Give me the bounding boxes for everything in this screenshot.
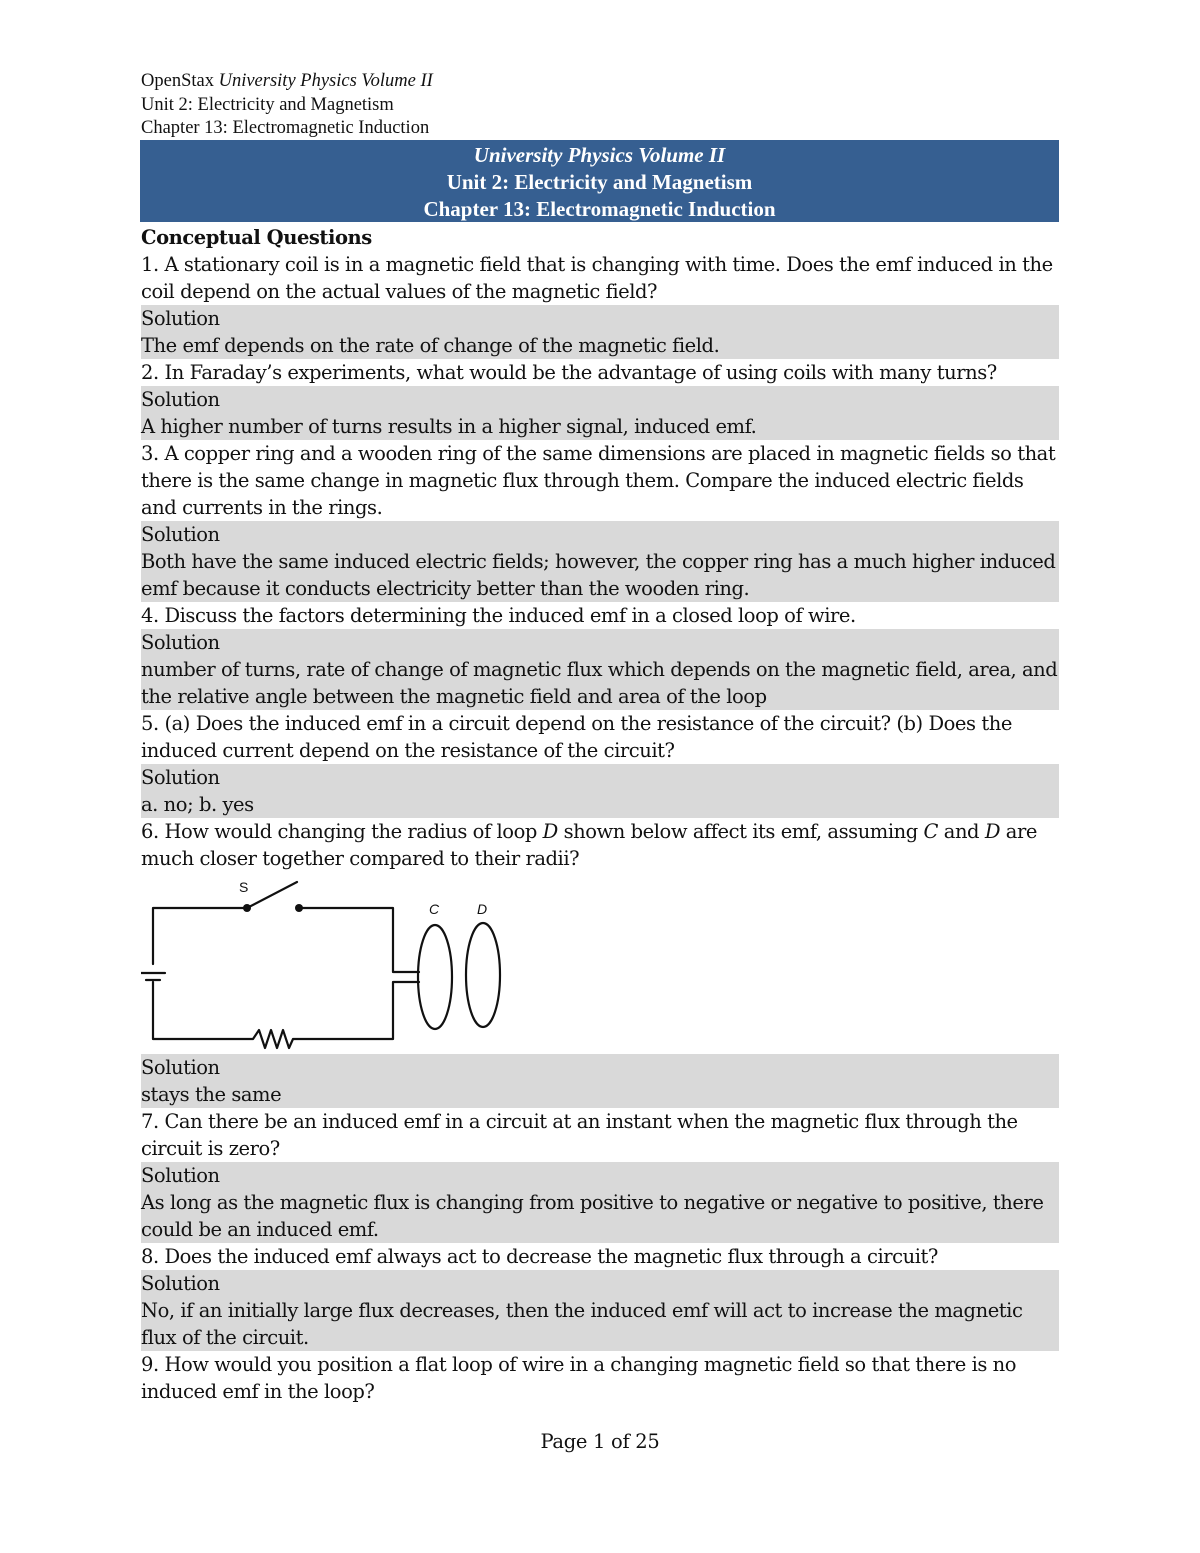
solution-label: Solution (141, 307, 220, 330)
header-line-1: OpenStax University Physics Volume II (141, 71, 433, 91)
solution-text: The emf depends on the rate of change of the magnetic field. (141, 334, 720, 357)
question-9: 9. How would you position a flat loop of wire in a changing magnetic field so that there is no induced emf in the loop? (141, 1353, 1017, 1403)
loop-d (466, 923, 500, 1027)
solution-label: Solution (141, 523, 220, 546)
solution-3 (141, 521, 1059, 602)
solution-text: number of turns, rate of change of magnetic flux which depends on the magnetic field, area, and the relative angle between the magnetic field and area of the loop (141, 658, 1058, 708)
solution-6 (141, 1054, 1059, 1108)
label-c: C (429, 901, 439, 917)
title-banner (140, 140, 1059, 222)
question-6: 6. How would changing the radius of loop D shown below affect its emf, assuming C and D are much closer together compared to their radii? (141, 820, 1037, 870)
solution-text: Both have the same induced electric fields; however, the copper ring has a much higher induced emf because it conducts electricity better than the wooden ring. (141, 550, 1056, 600)
switch-lever (247, 882, 297, 908)
question-2: 2. In Faraday’s experiments, what would be the advantage of using coils with many turns? (141, 361, 997, 384)
solution-1 (141, 305, 1059, 359)
circuit-diagram (141, 872, 541, 1054)
solution-5 (141, 764, 1059, 818)
solution-8 (141, 1270, 1059, 1351)
solution-label: Solution (141, 1272, 220, 1295)
solution-text: a. no; b. yes (141, 793, 254, 816)
question-4: 4. Discuss the factors determining the induced emf in a closed loop of wire. (141, 604, 856, 627)
solution-label: Solution (141, 1164, 220, 1187)
solution-label: Solution (141, 388, 220, 411)
solution-2 (141, 386, 1059, 440)
solution-text: As long as the magnetic flux is changing from positive to negative or negative to positive, there could be an induced emf. (141, 1191, 1044, 1241)
page-number: Page 1 of 25 (540, 1430, 660, 1453)
section-title: Conceptual Questions (141, 226, 372, 249)
switch-contact-left (243, 904, 251, 912)
solution-text: No, if an initially large flux decreases, then the induced emf will act to increase the magnetic flux of the circuit. (141, 1299, 1023, 1349)
question-7: 7. Can there be an induced emf in a circuit at an instant when the magnetic flux through the circuit is zero? (141, 1110, 1018, 1160)
loop-c (418, 925, 452, 1029)
question-5: 5. (a) Does the induced emf in a circuit depend on the resistance of the circuit? (b) Does the induced current depend on the resistance of the circuit? (141, 712, 1012, 762)
variable-c: C (923, 820, 939, 843)
solution-4 (141, 629, 1059, 710)
solution-text: A higher number of turns results in a higher signal, induced emf. (141, 415, 757, 438)
question-8: 8. Does the induced emf always act to decrease the magnetic flux through a circuit? (141, 1245, 938, 1268)
wire-top-right (299, 908, 419, 972)
wire-top-left (153, 908, 247, 964)
circuit-figure (141, 872, 1059, 1054)
switch-contact-right (295, 904, 303, 912)
solution-label: Solution (141, 631, 220, 654)
banner-title: University Physics Volume II (473, 143, 726, 167)
header-book-title: University Physics Volume II (218, 71, 433, 91)
variable-d: D (984, 820, 1001, 843)
question-1: 1. A stationary coil is in a magnetic field that is changing with time. Does the emf induced in the coil depend on the actual values of the magnetic field? (141, 253, 1053, 303)
document-body (141, 224, 1059, 1405)
solution-text: stays the same (141, 1083, 282, 1106)
banner-chapter: Chapter 13: Electromagnetic Induction (423, 197, 776, 221)
wire-bottom (153, 982, 419, 1048)
solution-label: Solution (141, 766, 220, 789)
solution-label: Solution (141, 1056, 220, 1079)
header-line-2: Unit 2: Electricity and Magnetism (141, 94, 394, 115)
solution-7 (141, 1162, 1059, 1243)
label-s: S (239, 879, 248, 895)
label-d: D (477, 901, 487, 917)
banner-unit: Unit 2: Electricity and Magnetism (446, 170, 753, 194)
header-line-3: Chapter 13: Electromagnetic Induction (141, 118, 430, 138)
variable-d: D (542, 820, 558, 843)
question-3: 3. A copper ring and a wooden ring of the same dimensions are placed in magnetic fields so that there is the same change in magnetic flux through them. Compare the induced electric fields and currents in the rings. (141, 442, 1056, 519)
running-header (141, 70, 433, 141)
